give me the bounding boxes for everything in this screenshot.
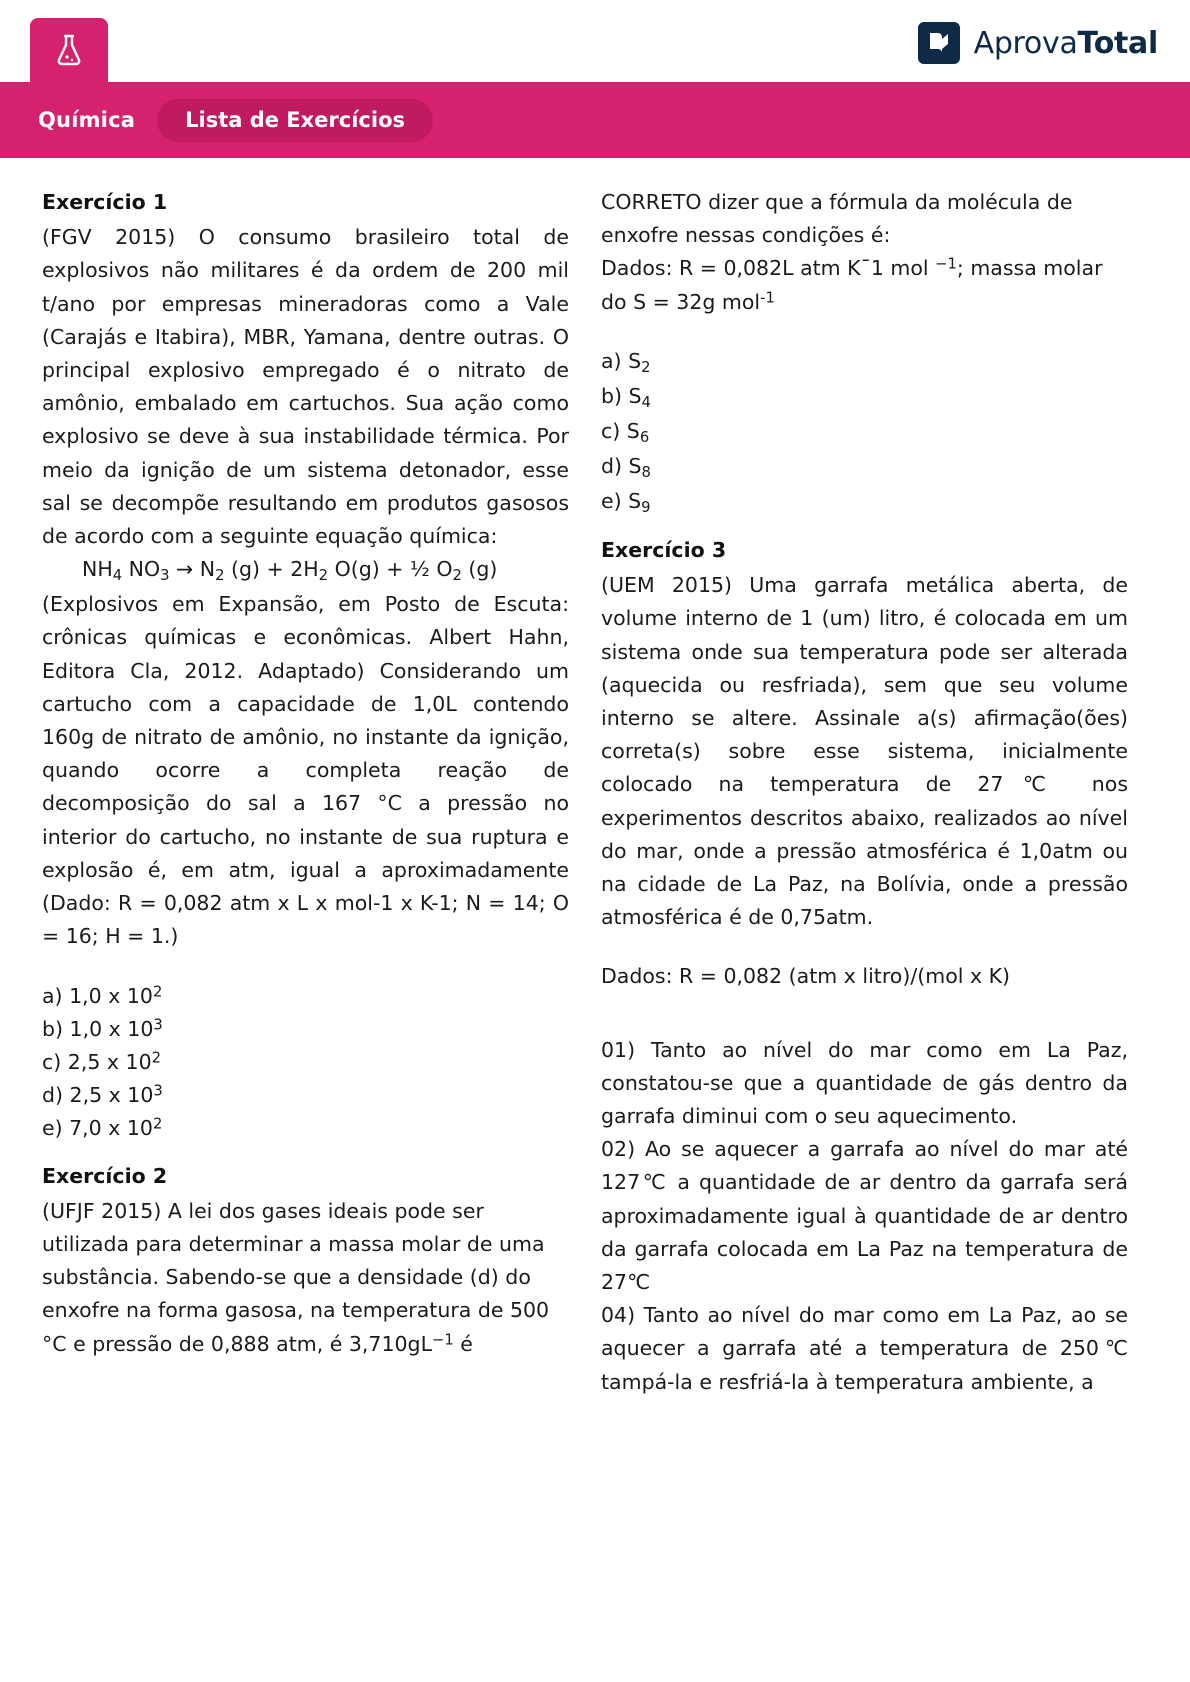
exercise-1-option-c: c) 2,5 x $10^2$: [42, 1049, 162, 1074]
exercise-1-equation: $NH_4$ $NO_3 \to N_2$ $(g) + 2H_2$ O(g) + ½ $O_2$ (g): [82, 557, 498, 585]
exercise-1-option-a: a) 1,0 x $10^2$: [42, 982, 163, 1008]
left-column: [42, 186, 569, 1399]
exercise-list-chip: Lista de Exercícios: [157, 99, 433, 142]
exercise-2-statement: (UFJF 2015) A lei dos gases ideais pode ser utilizada para determinar a massa molar de uma substância. Sabendo-se que a densidade (d) do enxofre na forma gasosa, na temperatura de 500 °C e pressão de 0,888 atm, é $3,710gL^{-1}$ é: [42, 1198, 550, 1356]
exercise-1-option-e: e) 7,0 x $10^2$: [42, 1115, 163, 1141]
brand-name: [974, 26, 1158, 61]
exercise-2-statement-continued: CORRETO dizer que a fórmula da molécula de enxofre nessas condições é:: [601, 190, 1073, 248]
exercise-1-title: Exercício 1: [42, 190, 168, 214]
exercise-2-option-d: d) $S_8$: [601, 453, 651, 482]
header-bar: [0, 82, 1190, 158]
document-content: [0, 186, 1190, 1399]
flask-icon: [30, 18, 108, 82]
brand-logo: [918, 22, 1158, 64]
header-subject-label: Química: [38, 108, 136, 132]
exercise-2-option-b: b) $S_4$: [601, 383, 651, 411]
brand-name-bold: Total: [1077, 25, 1158, 61]
right-column: [601, 186, 1128, 1399]
exercise-1-statement: (FGV 2015) O consumo brasileiro total de explosivos não militares é da ordem de 200 mil t/ano por empresas mineradoras como a Vale (Carajás e Itabira), MBR, Yamana, dentre outras. O principal explosivo empregado é o nitrato de amônio, embalado em cartuchos. Sua ação como explosivo se deve à sua instabilidade térmica. Por meio da ignição de um sistema detonador, esse sal se decompõe resultando em produtos gasosos de acordo com a seguinte equação química:: [42, 225, 569, 549]
exercise-2-option-a: a) $S_2$: [601, 348, 651, 376]
exercise-3-data: Dados: R = 0,082 (atm x litro)/(mol x K): [601, 964, 1011, 989]
exercise-3-statement: (UEM 2015) Uma garrafa metálica aberta, de volume interno de 1 (um) litro, é colocada em um sistema onde sua temperatura pode ser alterada (aquecida ou resfriada), sem que seu volume interno se altere. Assinale a(s) afirmação(ões) correta(s) sobre esse sistema, inicialmente colocado na temperatura de 27℃ nos experimentos descritos abaixo, realizados ao nível do mar, onde a pressão atmosférica é 1,0atm ou na cidade de La Paz, na Bolívia, onde a pressão atmosférica é de 0,75atm.: [601, 573, 1128, 930]
exercise-2-option-c: c) $S_6$: [601, 418, 650, 446]
header-top: [0, 0, 1190, 82]
exercise-2-title: Exercício 2: [42, 1163, 168, 1188]
page-header: [0, 0, 1190, 158]
exercise-3-item-04: 04) Tanto ao nível do mar como em La Paz, ao se aquecer a garrafa até a temperatura de 250℃ tampá-la e resfriá-la à temperatura ambiente, a: [601, 1303, 1128, 1394]
exercise-3-title: Exercício 3: [601, 537, 727, 562]
exercise-1-option-b: b) 1,0 x $10^3$: [42, 1016, 163, 1041]
exercise-2-option-e: e) $S_9$: [601, 488, 651, 517]
exercise-1-option-d: d) 2,5 x $10^3$: [42, 1082, 163, 1108]
exercise-1-statement-continued: (Explosivos em Expansão, em Posto de Escuta: crônicas químicas e econômicas. Albert Hahn, Editora Cla, 2012. Adaptado) Considerando um cartucho com a capacidade de 1,0L contendo 160g de nitrato de amônio, no instante da ignição, quando ocorre a completa reação de decomposição do sal a 167 °C a pressão no interior do cartucho, no instante de sua ruptura e explosão é, em atm, igual a aproximadamente (Dado: R = 0,082 atm x L x mol-1 x K-1; N = 14; O = 16; H = 1.): [42, 592, 569, 949]
exercise-3-item-02: 02) Ao se aquecer a garrafa ao nível do mar até 127℃ a quantidade de ar dentro da garrafa será aproximadamente igual à quantidade de ar dentro da garrafa colocada em La Paz na temperatura de 27℃: [601, 1137, 1128, 1295]
brand-name-light: Aprova: [973, 25, 1078, 61]
exercise-2-data: Dados: R = 0,082L atm K¯1 mol $^{-1}$; massa molar do S = 32g mol$^{-1}$: [601, 255, 1103, 314]
exercise-3-item-01: 01) Tanto ao nível do mar como em La Paz, constatou-se que a quantidade de gás dentro da garrafa diminui com o seu aquecimento.: [601, 1037, 1128, 1129]
book-icon: [918, 22, 960, 64]
